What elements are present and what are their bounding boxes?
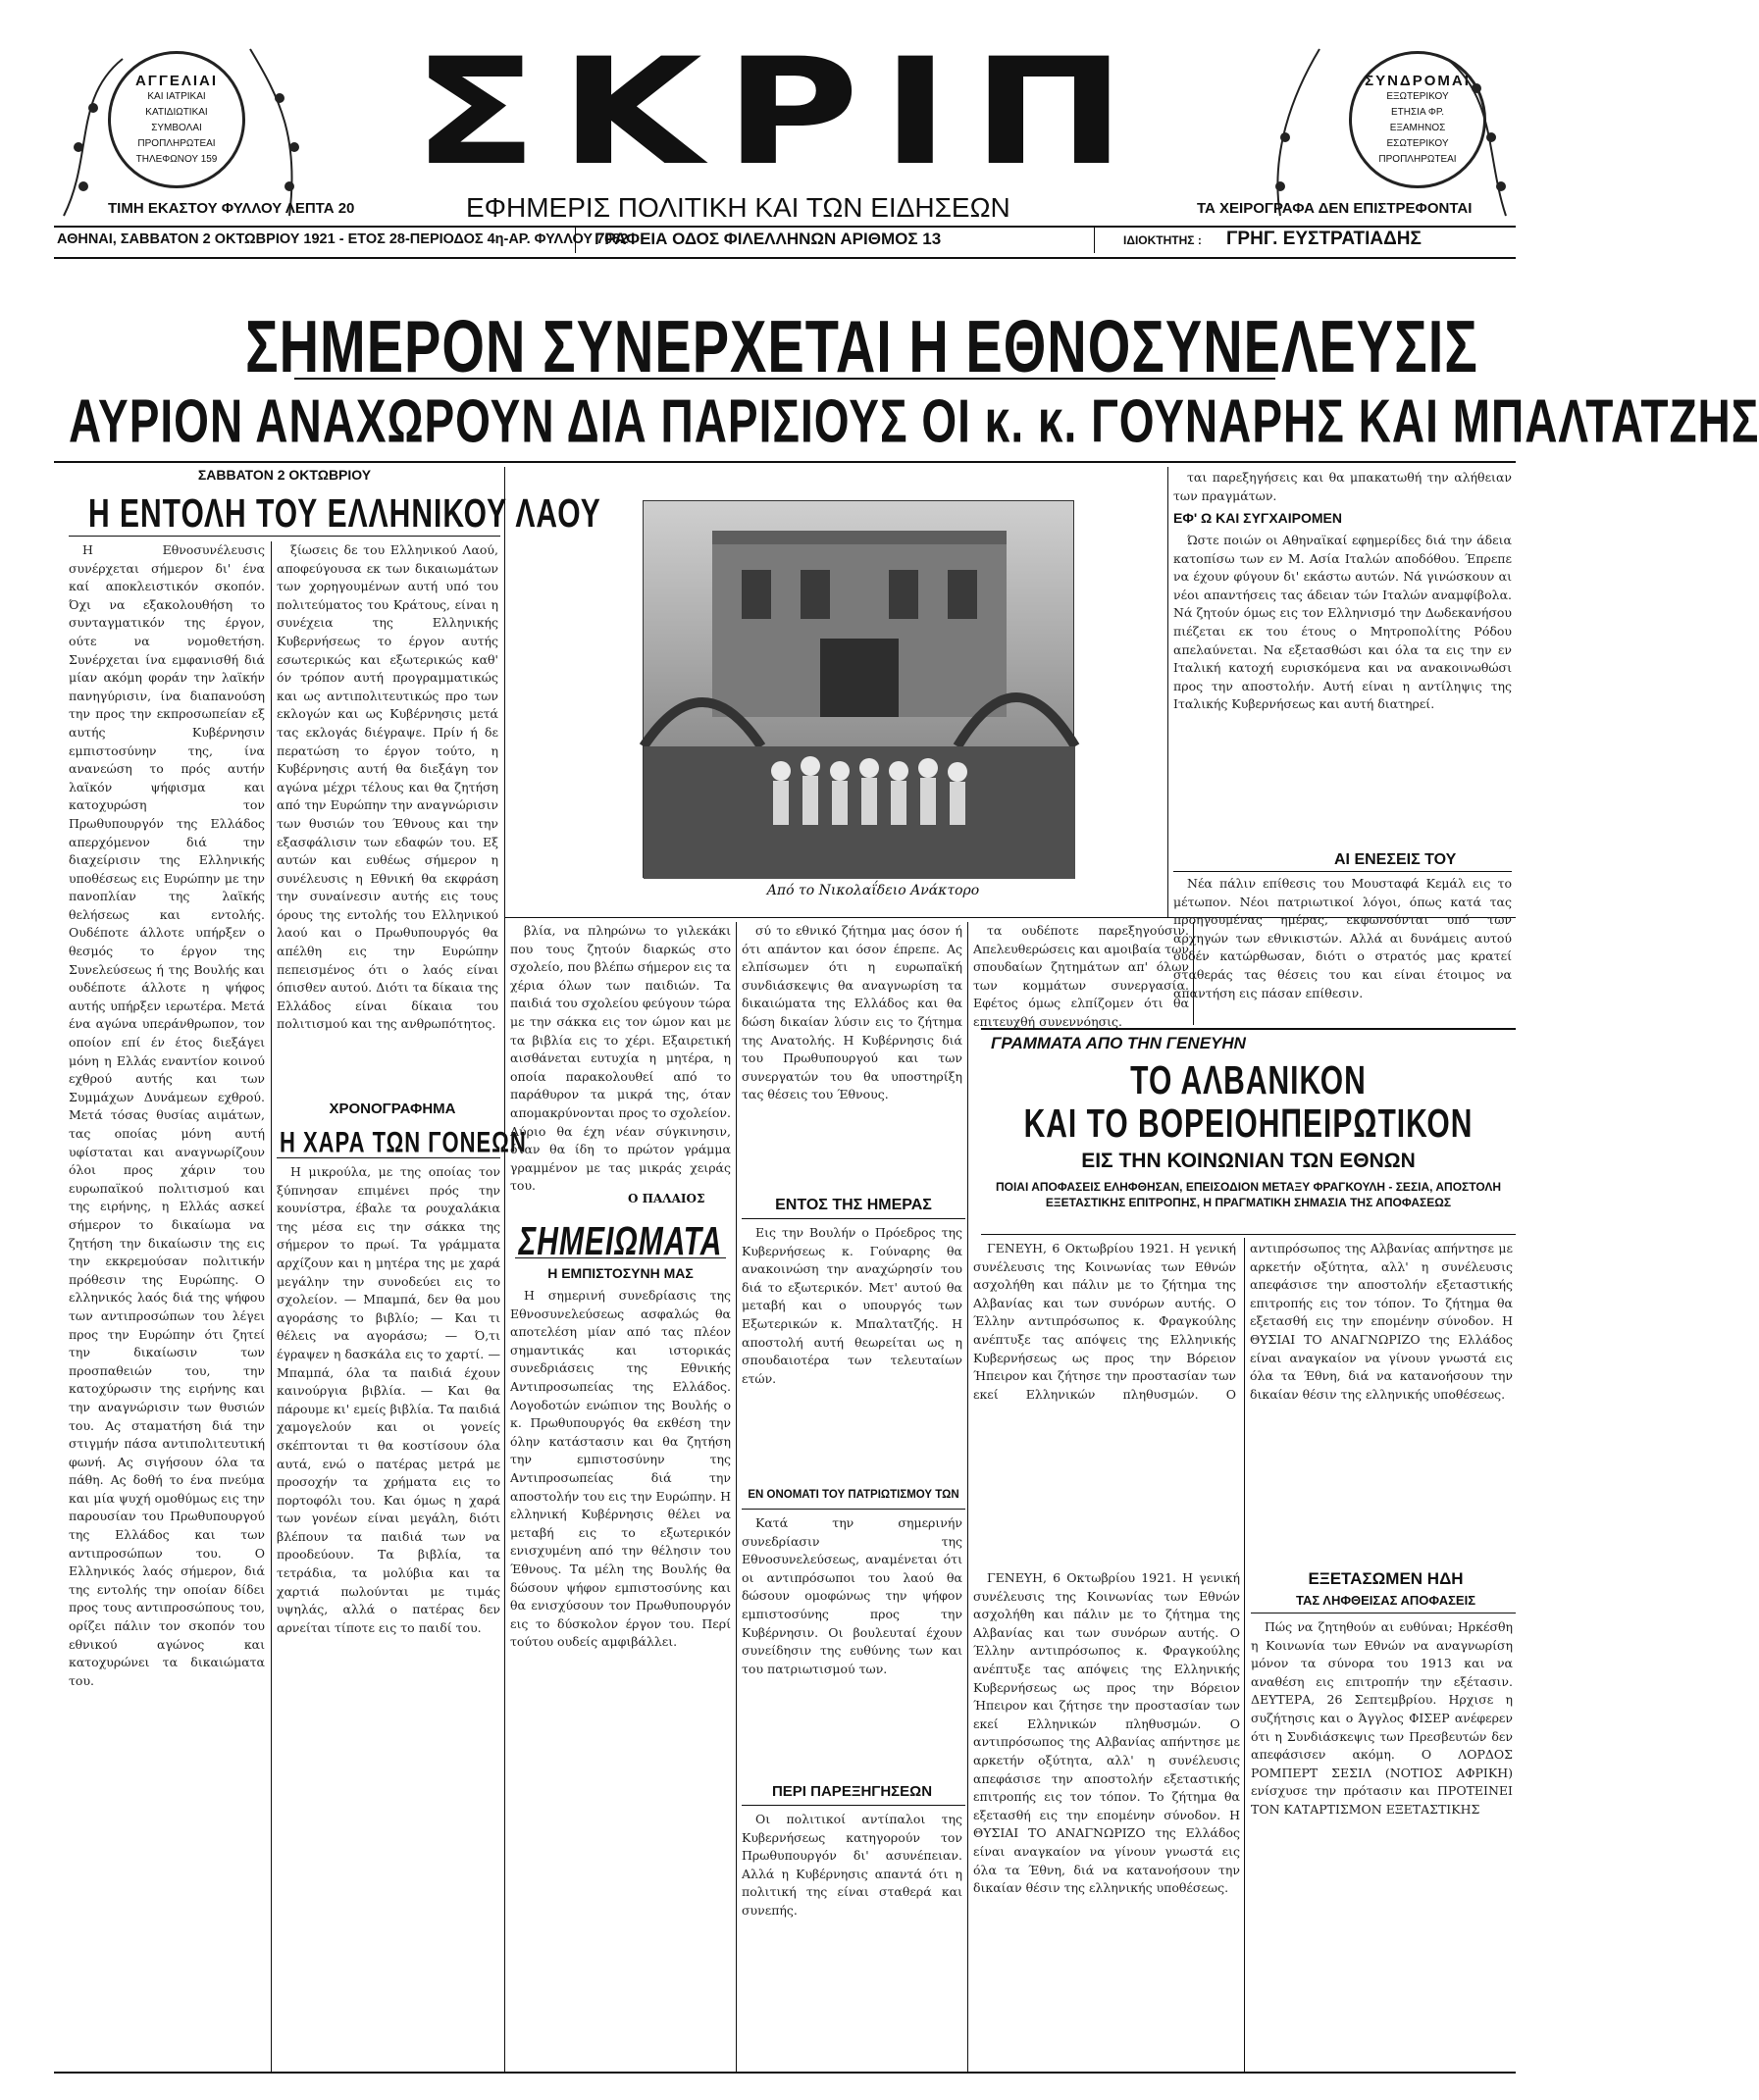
column-divider (1167, 467, 1168, 918)
left-article-text: Η Εθνοσυνέλευσις συνέρχεται σήμερον δι' ένα καί αποκλειστικόν σκοπόν. Όχι να εξακολουθήση το συνταγματικόν της έργον, ούτε να νομοθετήση. Συνέρχεται ίνα εμφανισθή διά μίαν ακόμη φοράν την λαϊκήν πανηγύρισιν, ίνα διαπανούση την προς την εκπροσωπείαν εξ αυτής Κυβέρνησιν εμπιστοσύνην της, ίνα ανανεώση το πρός αυτήν λαϊκόν ψήφισμα και κατοχυρώση τον Πρωθυπουργόν της Ελλάδος απερχόμενον διά την διαχείρισιν της Ελληνικής υποθέσεως εις Ευρώπην με την πανοπλίαν της λαϊκής θελήσεως και εντολής. Ουδέποτε άλλοτε υπήρξεν ο θεσμός το έργον της Συνελεύσεως ή της Βουλής και ουδέποτε άλλοτε η ψήφος αυτής υπήρξεν ιερωτέρα. Μετά ένα αγώνα υπεράνθρωπον, τον οποίον επί έν έτος διεξάγει μόνη η Ελλάς εναντίον κοινού εχθρού αυτής και των Συμμάχων Δυνάμεων εχθρού. Μετά τόσας θυσίας αιμάτων, τας οποίας μόνη αυτή υφίσταται και αναγνωρίζουν όλοι προς χάριν του ευρωπαϊκού πολιτισμού και της ειρήνης, η Ελλάς ασκεί σήμερον το δικαίωμα να ζητήση την δικαίωσιν της εις την εκκρεμούσαν πολιτικήν πρόθεσιν της Ευρώπης. Ο ελληνικός λαός διά της ψήφου των αντιπροσώπων του λέγει προς την Ευρώπην ότι ζητεί την δικαίωσιν των προσπαθειών του, την κατοχύρωσιν της ειρήνης και την αναγνώρισιν των θυσιών του. Ας σταματήση διά την στιγμήν πάσα αντιπολιτευτική φωνή. Ας σιγήσουν όλα τα πάθη. Ας δοθή το ένα πνεύμα και μία ψυχή ομοθύμως εις την παρουσίαν του Πρωθυπουργού της Ελλάδος και των αντιπροσώπων του. Ο Ελληνικός λαός σήμερον, διά της εντολής την οποίαν δίδει προς τους αντιπροσώπους του, ορίζει πάλιν τον σκοπόν του εθνικού αγώνος και κατοχυρώνει τα δικαιώματα του. (69, 542, 265, 1688)
chronographima-body (277, 1163, 500, 2071)
page-bottom-rule (54, 2072, 1516, 2074)
column-divider (736, 922, 737, 2072)
exetasomen-subtitle: ΤΑΣ ΛΗΦΘΕΙΣΑΣ ΑΠΟΦΑΣΕΙΣ (1295, 1593, 1476, 1608)
letter-title-league: ΕΙΣ ΤΗΝ ΚΟΙΝΩΝΙΑΝ ΤΩΝ ΕΘΝΩΝ (1081, 1150, 1416, 1172)
letter-label: ΓΡΑΜΜΑΤΑ ΑΠΟ ΤΗΝ ΓΕΝΕΥΗΝ (991, 1034, 1246, 1052)
right-seal-line: ΕΣΩΤΕΡΙΚΟΥ (1386, 137, 1449, 149)
letter-body-continued (973, 1569, 1240, 2072)
photo-palace (643, 500, 1074, 878)
left-seal-line: ΚΑΙ ΙΑΤΡΙΚΑΙ (147, 90, 206, 102)
middle-col4-text: τα ουδέποτε παρεξηγούσιν. Απελευθερώσεις και αμοιβαία των σπουδαίων ζητημάτων απ' όλων των κομμάτων συνεργασία. Εφέτος όμως ελπίζομεν ότι θα επιτευχθή συνεννόησις. (973, 923, 1189, 1029)
palace-building-icon (644, 501, 1075, 879)
letter-title-north-epirus: ΚΑΙ ΤΟ ΒΟΡΕΙΟΗΠΕΙΡΩΤΙΚΟΝ (1023, 1102, 1474, 1147)
simeiomata-text: Η σημερινή συνεδρίασις της Εθνοσυνελεύσεως ασφαλώς θα αποτελέση μίαν από τας πλέον σημαντικάς και ιστορικάς συνεδριάσεις της Εθνικής Αντιπροσωπείας της Ελλάδος. Λογοδοτών ενώπιον της Βουλής ο κ. Πρωθυπουργός θα εκθέση την όλην κατάστασιν και θα ζητήση την εμπιστοσύνην της Αντιπροσωπείας διά την αποστολήν του εις την Ευρώπην. Η ελληνική Κυβέρνησις θέλει να μεταβή εις το εξωτερικόν ενισχυμένη από την θέλησιν του Έθνους. Τα μέλη της Βουλής θα δώσουν ψήφον εμπιστοσύνης και θα ενισχύσουν τον Πρωθυπουργόν εις το δύσκολον έργον του. Περί τούτου ουδείς αμφιβάλλει. (510, 1288, 731, 1650)
photo-caption: Από το Νικολαΐδειο Ανάκτορο (766, 883, 980, 898)
middle-col3-text: σύ το εθνικό ζήτημα μας όσον ή ότι απάντον και όσον έπρεπε. Ας ελπίσωμεν ότι η ευρωπαϊκή συνδιάσκεψις θα αναγνωρίση τα δικαιώματα της Ελλάδος και θα δώση δικαίαν λύσιν εις το ζήτημα της Ανατολής. Η Κυβέρνησις διά του Πρωθυπουργού και των συνεργατών του θα υποστηρίξη τας θέσεις του Έθνους. (742, 923, 962, 1102)
letter-text-continued: ΓΕΝΕΥΗ, 6 Οκτωβρίου 1921. Η γενική συνέλευσις της Κοινωνίας των Εθνών ασχολήθη και πάλιν με το ζήτημα της Αλβανίας και των συνόρων αυτής. Ο Έλλην αντιπρόσωπος κ. Φραγκούλης ανέπτυξε τας απόψεις της Ελληνικής Κυβερνήσεως ως προς την Βόρειον Ήπειρον και ζήτησε την προστασίαν των εκεί Ελληνικών πληθυσμών. Ο αντιπρόσωπος της Αλβανίας απήντησε με αρκετήν οξύτητα, αλλ' η συνέλευσις απεφάσισε την αποστολήν εξεταστικής επιτροπής εις τον τόπον. Το ζήτημα θα εξετασθή εις την επομένην σύνοδον. Η ΘΥΣΙΑΙ ΤΟ ΑΝΑΓΝΩΡΙΖΟ της Ελλάδος είναι αναγκαίον να γίνουν γνωστά εις όλα τα Έθνη, διά να κατανοήσουν την δικαίαν θέσιν της ελληνικής υποθέσεως. (973, 1570, 1240, 1896)
main-headline: ΣΗΜΕΡΟΝ ΣΥΝΕΡΧΕΤΑΙ Η ΕΘΝΟΣΥΝΕΛΕΥΣΙΣ (245, 303, 1478, 388)
entos-rule (742, 1218, 965, 1219)
dateline-divider (575, 228, 576, 253)
office-address: ΓΡΑΦΕΙΑ ΟΔΟΣ ΦΙΛΕΛΛΗΝΩΝ ΑΡΙΘΜΟΣ 13 (595, 230, 942, 248)
letter-deck: ΠΟΙΑΙ ΑΠΟΦΑΣΕΙΣ ΕΛΗΦΘΗΣΑΝ, ΕΠΕΙΣΟΔΙΟΝ ΜΕΤΑΞΥ ΦΡΑΓΚΟΥΛΗ - ΣΕΣΙΑ, ΑΠΟΣΤΟΛΗ ΕΞΕΤΑΣΤΙΚΗΣ ΕΠΙΤΡΟΠΗΣ, Η ΠΡΑΓΜΑΤΙΚΗ ΣΗΜΑΣΙΑ ΤΗΣ ΑΠΟΦΑΣΕΩΣ (995, 1180, 1502, 1209)
onomati-text: Κατά την σημερινήν συνεδρίασιν της Εθνοσυνελεύσεως, αναμένεται ότι οι αντιπρόσωποι του λαού θα δώσουν ομοφώνως την ψήφον εμπιστοσύνης προς την Κυβέρνησιν. Οι βουλευταί έχουν συνείδησιν της ευθύνης των και του πατριωτισμού των. (742, 1515, 962, 1676)
paresigiseon-body (742, 1811, 962, 2071)
exetasomen-body (1251, 1618, 1513, 2072)
owner-label: ΙΔΙΟΚΤΗΤΗΣ : (1123, 233, 1202, 247)
entos-body (742, 1224, 962, 1474)
onomati-rule (742, 1509, 965, 1510)
right-sub2-text: Νέα πάλιν επίθεσις του Μουσταφά Κεμάλ εις το μέτωπον. Νέοι πατριωτικοί λόγοι, όπως κατά τας προηγουμένας ημέρας, εκφωνούνται υπό των αρχηγών των εθνικιστών. Αλλά αι δυνάμεις αυτού ουδέν κατώρθωσαν, διότι ο στρατός μας κρατεί σταθεράς τας θέσεις του και είναι έτοιμος να απαντήση εις πάσαν επίθεσιν. (1173, 876, 1512, 1000)
middle-col2-text: βλία, να πληρώνω το γιλεκάκι που τους ζητούν διαρκώς στο σχολείο, που βλέπω σήμερον εις τα χέρια όλων των παιδιών. Τα παιδιά του σχολείου φεύγουν τώρα με την σάκκα εις τον ώμον και με τα βιβλία εις το χέρι. Εξαιρετική αισθάνεται ευτυχία η μητέρα, η οποία παρακολουθεί από το παράθυρον τα μικρά της, όταν απομακρύνονται προς το σχολείον. Αύριο θα έχη νέαν σύγκινησιν, όταν θα ίδη το πρώτον γράμμα γραμμένον με τας μικράς χειράς του. (510, 923, 731, 1194)
headline-bottom-rule (54, 461, 1516, 463)
left-seal-line: ΤΗΛΕΦΩΝΟΥ 159 (135, 153, 218, 165)
second-headline: ΑΥΡΙΟΝ ΑΝΑΧΩΡΟΥΝ ΔΙΑ ΠΑΡΙΣΙΟΥΣ ΟΙ κ. κ. ΓΟΥΝΑΡΗΣ ΚΑΙ ΜΠΑΛΤΑΤΖΗΣ (69, 385, 1759, 456)
letter-top-rule (981, 1028, 1516, 1030)
chronographima-label: ΧΡΟΝΟΓΡΑΦΗΜΑ (329, 1101, 456, 1117)
letter-body (973, 1240, 1513, 1563)
left-article-rule (69, 536, 500, 537)
right-sub2-title: ΑΙ ΕΝΕΣΕΙΣ ΤΟΥ (1334, 851, 1457, 868)
letter-title-albanian: ΤΟ ΑΛΒΑΝΙΚΟΝ (1130, 1059, 1367, 1103)
dateline-top-rule (54, 226, 1516, 228)
simeiomata-rule (515, 1257, 726, 1258)
paresigiseon-title: ΠΕΡΙ ΠΑΡΕΞΗΓΗΣΕΩΝ (771, 1783, 933, 1800)
left-seal-line: ΚΑΤΙΔΙΩΤΙΚΑΙ (145, 106, 208, 118)
right-sub1-title: ΕΦ' Ω ΚΑΙ ΣΥΓΧΑΙΡΟΜΕΝ (1173, 510, 1342, 526)
headline-rule (294, 378, 1275, 380)
right-sub1-body (1173, 532, 1512, 845)
right-col-top-text: ται παρεξηγήσεις και θα μπακατωθή την αλήθειαν των πραγμάτων. (1173, 470, 1512, 503)
onomati-body (742, 1514, 962, 1769)
middle-col2-body (510, 922, 731, 1194)
column-author: Ο ΠΑΛΑΙΟΣ (628, 1192, 705, 1205)
left-seal-title: ΑΓΓΕΛΙΑΙ (134, 72, 219, 89)
owner-name: ΓΡΗΓ. ΕΥΣΤΡΑΤΙΑΔΗΣ (1226, 229, 1422, 249)
exetasomen-text: Πώς να ζητηθούν αι ευθύναι; Ηρκέσθη η Κοινωνία των Εθνών να αναγνωρίση μόνον τα σύνορα του 1913 και να αναθέση εις επιτροπήν την εξέτασιν. ΔΕΥΤΕΡΑ, 26 Σεπτεμβρίου. Ηρχισε η συζήτησις και ο Άγγλος ΦΙΣΕΡ ανέφερεν ότι η Συνδιάσκεψις των Πρεσβευτών δεν απεφάσισεν ακόμη. Ο ΛΟΡΔΟΣ ΡΟΜΠΕΡΤ ΣΕΣΙΛ (ΝΟΤΙΟΣ ΑΦΡΙΚΗ) ενίσχυσε την πρότασιν και ΠΡΟΤΕΙΝΕΙ ΤΟΝ ΚΑΤΑΡΤΙΣΜΟΝ ΕΞΕΤΑΣΤΙΚΗΣ (1251, 1619, 1513, 1817)
paresigiseon-text: Οι πολιτικοί αντίπαλοι της Κυβερνήσεως κατηγορούν τον Πρωθυπουργόν δι' ασυνέπειαν. Αλλά η Κυβέρνησις απαντά ότι η πολιτική της είναι σταθερά και συνεπής. (742, 1812, 962, 1918)
dateline: ΑΘΗΝΑΙ, ΣΑΒΒΑΤΟΝ 2 ΟΚΤΩΒΡΙΟΥ 1921 - ΕΤΟΣ 28-ΠΕΡΙΟΔΟΣ 4η-ΑΡ. ΦΥΛΛΟΥ 7082 (57, 231, 629, 247)
middle-col4-body (973, 922, 1189, 1029)
onomati-title: ΕΝ ΟΝΟΜΑΤΙ ΤΟΥ ΠΑΤΡΙΩΤΙΣΜΟΥ ΤΩΝ (748, 1489, 959, 1501)
middle-col3-body (742, 922, 962, 1177)
right-seal-title: ΣΥΝΔΡΟΜΑΙ (1365, 72, 1471, 89)
price-line: ΤΙΜΗ ΕΚΑΣΤΟΥ ΦΥΛΛΟΥ ΛΕΠΤΑ 20 (108, 200, 355, 217)
newspaper-subtitle: ΕΦΗΜΕΡΙΣ ΠΟΛΙΤΙΚΗ ΚΑΙ ΤΩΝ ΕΙΔΗΣΕΩΝ (466, 192, 1010, 223)
middle-col1-text: ξίωσεις δε του Ελληνικού Λαού, αποφεύγουσα εκ των δικαιωμάτων των χορηγουμένων αυτή υπό του πολιτεύματος του Κράτους, είναι η συνέχεια της Ελληνικής Κυβερνήσεως το έργον αυτής εσωτερικώς και εξωτερικώς καθ' όν τρόπον αυτή προγραμματικώς και ως αντιπολιτευτικώς προ των εκλογών και ως Κυβέρνησις μετά τας εκλογάς διέγραψε. Πρίν ή δε περατώση το έργον τούτο, η Κυβέρνησις αυτή θα διεξάγη τον αγώνα μέχρι τέλους και θα ζητήση από την Ευρώπην την αναγνώρισιν των θυσιών του Έθνους και την εξασφάλισιν των εδαφών του. Εξ αυτών και ευθέως σήμερον η συνέλευσις η Εθνική θα εκφράση την συναίνεσιν αυτής εις τους όρους της εντολής του Ελληνικού λαού και ο Πρωθυπουργός θα απέλθη εις την Ευρώπην πεπεισμένος ότι ο λαός είναι όπισθεν αυτού. Διότι τα δίκαια της Ελλάδος είναι δίκαια του πολιτισμού και της ανθρωπότητος. (277, 542, 498, 1032)
simeiomata-body (510, 1287, 731, 2072)
right-col-top-body (1173, 469, 1512, 510)
left-seal-line: ΣΥΜΒΟΛΑΙ (151, 122, 202, 133)
exetasomen-title: ΕΞΕΤΑΣΩΜΕΝ ΗΔΗ (1308, 1569, 1464, 1588)
right-sub2-rule (1173, 871, 1512, 872)
column-divider (1193, 922, 1194, 1025)
entos-text: Εις την Βουλήν ο Πρόεδρος της Κυβερνήσεως κ. Γούναρης θα ανακοινώση την αναχώρησίν του διά το εξωτερικόν. Μετ' αυτού θα μεταβή και ο υπουργός των Εξωτερικών κ. Μπαλτατζής. Η αποστολή αυτή θεωρείται ως η σπουδαιοτέρα των τελευταίων ετών. (742, 1225, 962, 1386)
letter-deck-rule (981, 1234, 1516, 1235)
column-divider (504, 467, 505, 2072)
right-seal-line: ΠΡΟΠΛΗΡΩΤΕΑΙ (1378, 153, 1457, 165)
chronographima-title: Η ΧΑΡΑ ΤΩΝ ΓΟΝΕΩΝ (280, 1125, 527, 1159)
left-article-date: ΣΑΒΒΑΤΟΝ 2 ΟΚΤΩΒΡΙΟΥ (197, 467, 372, 483)
column-divider (967, 922, 968, 2072)
dateline-divider (1094, 228, 1095, 253)
letter-text: ΓΕΝΕΥΗ, 6 Οκτωβρίου 1921. Η γενική συνέλευσις της Κοινωνίας των Εθνών ασχολήθη και πάλιν με το ζήτημα της Αλβανίας και των συνόρων αυτής. Ο Έλλην αντιπρόσωπος κ. Φραγκούλης ανέπτυξε τας απόψεις της Ελληνικής Κυβερνήσεως ως προς την Βόρειον Ήπειρον και ζήτησε την προστασίαν των εκεί Ελληνικών πληθυσμών. Ο αντιπρόσωπος της Αλβανίας απήντησε με αρκετήν οξύτητα, αλλ' η συνέλευσις απεφάσισε την αποστολήν εξεταστικής επιτροπής εις τον τόπον. Το ζήτημα θα εξετασθή εις την επομένην σύνοδον. Η ΘΥΣΙΑΙ ΤΟ ΑΝΑΓΝΩΡΙΖΟ της Ελλάδος είναι αναγκαίον να γίνουν γνωστά εις όλα τα Έθνη, διά να κατανοήσουν την δικαίαν θέσιν της ελληνικής υποθέσεως. (973, 1241, 1513, 1402)
paresigiseon-rule (742, 1805, 965, 1806)
simeiomata-title: ΣΗΜΕΙΩΜΑΤΑ (518, 1220, 723, 1264)
right-seal-line: ΕΤΗΣΙΑ ΦΡ. (1390, 106, 1444, 118)
left-article-title: Η ΕΝΤΟΛΗ ΤΟΥ ΕΛΛΗΝΙΚΟΥ ΛΑΟΥ (88, 492, 601, 537)
simeiomata-subtitle: Η ΕΜΠΙΣΤΟΣΥΝΗ ΜΑΣ (547, 1265, 694, 1281)
right-sub1-text: Ώστε ποιών οι Αθηναϊκαί εφημερίδες διά την άδεια κατοπίσω των εν Μ. Ασία Ιταλών αποδόθου. Έπρεπε να έχουν φύγουν δι' εκάστω αυτών. Νά γινώσκουν αι νέοι απαντήσεις τας άδειαν τών Ιταλών αναμφίβολα. Νά ζητούν όμως εις τον Ελληνισμό την Δωδεκανήσου πιέζεται εκ του έτους ο Μητροπολίτης Ρόδου απελαύνεται. Να εξετασθώσι και όλα τα εις την εν Ιταλική κατοχή ευρισκόμενα και να ανακοινωθώσι προς την αποστολήν. Αυτή είναι η αντίληψις της Ιταλικής Κυβερνήσεως και αυτή διατηρεί. (1173, 533, 1512, 712)
manuscripts-notice: ΤΑ ΧΕΙΡΟΓΡΑΦΑ ΔΕΝ ΕΠΙΣΤΡΕΦΟΝΤΑΙ (1197, 200, 1473, 217)
right-seal-line: ΕΞΑΜΗΝΟΣ (1389, 122, 1446, 133)
middle-col1-body (277, 541, 498, 1091)
dateline-bottom-rule (54, 257, 1516, 259)
chronographima-rule (277, 1157, 500, 1158)
column-divider (1244, 1238, 1245, 2072)
left-seal-line: ΠΡΟΠΛΗΡΩΤΕΑΙ (137, 137, 216, 149)
column-divider (271, 541, 272, 2072)
right-seal-line: ΕΞΩΤΕΡΙΚΟΥ (1386, 90, 1449, 102)
left-article-body (69, 541, 265, 2067)
newspaper-title: ΣΚΡΙΠ (412, 27, 1148, 198)
chronographima-text: Η μικρούλα, με της οποίας τον ξύπνησαν επιμένει πρός την κουνίστρα, έβαλε τα ρουχαλάκια της μέσα εις την σάκκα της σήμερον το πρωί. Τα γράμματα αρχίζουν και η μητέρα της με χαρά μεγάλην την συνοδεύει εις το σχολείον. — Μπαμπά, δεν θα μου αγοράσης το βιβλίο; — Και τι θέλεις να αγοράσω; — Ό,τι έγραψεν η δασκάλα εις το χαρτί. — Μπαμπά, όλα τα παιδιά έχουν καινούργια βιβλία. — Και θα πάρουμε κι' εμείς βιβλία. Τα παιδιά χαμογελούν και οι γονείς σκέπτονται τι θα κοστίσουν όλα αυτά, ενώ ο πατέρας μετρά με προσοχήν τα χρήματα εις το πορτοφόλι του. Και όμως η χαρά των γονέων είναι μεγάλη, διότι βλέπουν τα παιδιά των να προοδεύουν. Τα βιβλία, τα τετράδια, τα μολύβια και τα χαρτιά πωλούνται με τιμάς υψηλάς, αλλά ο πατέρας δεν αρνείται τίποτε εις το παιδί του. (277, 1164, 500, 1635)
entos-title: ΕΝΤΟΣ ΤΗΣ ΗΜΕΡΑΣ (775, 1197, 932, 1213)
right-sub2-body (1173, 875, 1512, 1022)
